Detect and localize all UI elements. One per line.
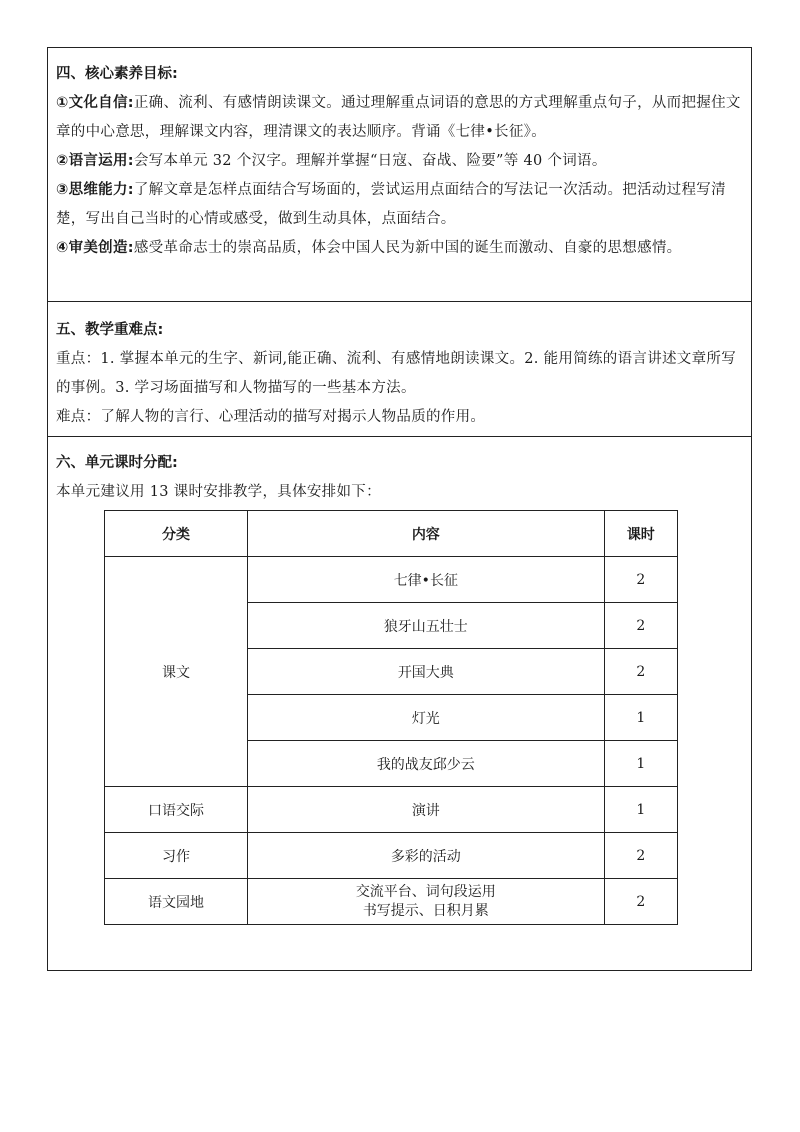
key-points-text: 重点：1. 掌握本单元的生字、新词,能正确、流利、有感情地朗读课文。2. 能用简练的语言讲述文章所写的事例。3. 学习场面描写和人物描写的一些基本方法。 — [56, 351, 736, 396]
table-row — [105, 557, 678, 603]
goal-thinking-label: ③思维能力: — [56, 182, 134, 198]
goal-language-text: 会写本单元 32 个汉字。理解并掌握“日寇、奋战、险要”等 40 个词语。 — [133, 153, 607, 169]
hours-cell: 1 — [604, 695, 677, 741]
goal-aesthetic — [56, 234, 743, 263]
hours-cell: 2 — [604, 557, 677, 603]
content-cell — [248, 879, 605, 925]
hours-cell: 2 — [604, 603, 677, 649]
content-cell: 狼牙山五壮士 — [248, 603, 605, 649]
table-header-row — [105, 511, 678, 557]
goal-culture-label: ①文化自信: — [56, 95, 134, 111]
content-cell: 我的战友邱少云 — [248, 741, 605, 787]
page-frame — [47, 47, 752, 971]
goal-thinking-text: 了解文章是怎样点面结合写场面的，尝试运用点面结合的写法记一次活动。把活动过程写清楚，写出自己当时的心情或感受，做到生动具体，点面结合。 — [56, 182, 726, 227]
core-literacy-heading: 四、核心素养目标: — [56, 66, 178, 82]
hours-allocation-intro: 本单元建议用 13 课时安排教学，具体安排如下： — [56, 484, 381, 500]
category-cell: 课文 — [105, 557, 248, 787]
category-cell: 习作 — [105, 833, 248, 879]
hours-allocation-heading: 六、单元课时分配: — [56, 455, 178, 471]
content-line: 书写提示、日积月累 — [362, 902, 489, 919]
goal-aesthetic-label: ④审美创造: — [56, 240, 134, 256]
hours-cell: 2 — [604, 649, 677, 695]
table-row — [105, 787, 678, 833]
content-line: 交流平台、词句段运用 — [355, 883, 496, 900]
content-cell: 七律•长征 — [248, 557, 605, 603]
content-cell: 灯光 — [248, 695, 605, 741]
header-hours: 课时 — [604, 511, 677, 557]
hours-cell: 1 — [604, 741, 677, 787]
key-difficult-heading: 五、教学重难点: — [56, 322, 164, 338]
difficult-points-text: 难点：了解人物的言行、心理活动的描写对揭示人物品质的作用。 — [56, 409, 486, 425]
hours-cell: 2 — [604, 833, 677, 879]
table-row — [105, 879, 678, 925]
goal-language — [56, 147, 743, 176]
goal-thinking — [56, 176, 743, 234]
goal-language-label: ②语言运用: — [56, 153, 134, 169]
goal-aesthetic-text: 感受革命志士的崇高品质，体会中国人民为新中国的诞生而激动、自豪的思想感情。 — [133, 240, 682, 256]
content-cell: 演讲 — [248, 787, 605, 833]
hours-cell: 1 — [604, 787, 677, 833]
category-cell: 语文园地 — [105, 879, 248, 925]
category-cell: 口语交际 — [105, 787, 248, 833]
hours-table — [104, 510, 678, 925]
header-content: 内容 — [248, 511, 605, 557]
content-cell: 开国大典 — [248, 649, 605, 695]
table-row — [105, 833, 678, 879]
content-cell: 多彩的活动 — [248, 833, 605, 879]
hours-cell: 2 — [604, 879, 677, 925]
hours-allocation-section — [48, 437, 751, 970]
goal-culture — [56, 89, 743, 147]
goal-culture-text: 正确、流利、有感情朗读课文。通过理解重点词语的意思的方式理解重点句子，从而把握住文章的中心意思，理解课文内容，理清课文的表达顺序。背诵《七律•长征》。 — [56, 95, 741, 140]
header-category: 分类 — [105, 511, 248, 557]
core-literacy-section — [48, 48, 751, 302]
key-difficult-section — [48, 302, 751, 437]
